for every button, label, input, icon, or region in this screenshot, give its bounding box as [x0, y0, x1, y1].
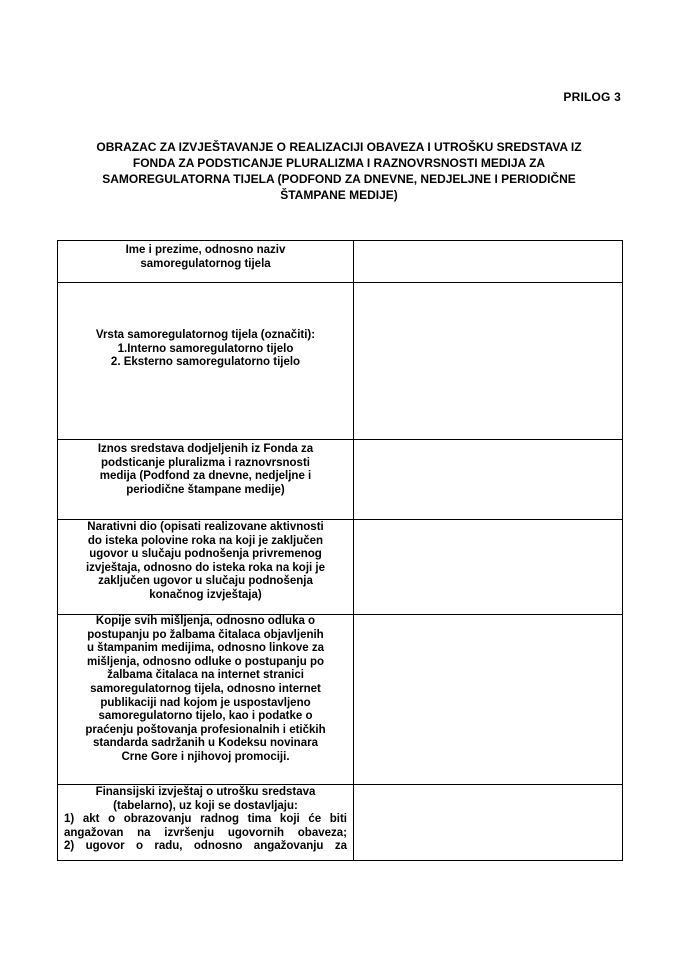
label-line: izvještaja, odnosno do isteka roka na koji je	[85, 561, 326, 574]
option-internal: 1.Interno samoregulatorno tijelo	[117, 342, 294, 355]
label-line: samoregulatornog tijela, odnosno internet	[90, 682, 321, 695]
field-label-complaints	[58, 615, 354, 785]
title-line: SAMOREGULATORNA TIJELA (PODFOND ZA DNEVNE, NEDJELJNE I PERIODIČNE	[102, 172, 576, 186]
label-line: angažovan na izvršenju ugovornih obaveza;	[64, 826, 347, 839]
label-line: periodične štampane medije)	[126, 483, 285, 496]
title-line: FONDA ZA PODSTICANJE PLURALIZMA I RAZNOVRSNOSTI MEDIJA ZA	[132, 156, 546, 170]
label-line: Crne Gore i njihovoj promociji.	[121, 750, 290, 763]
field-value-name[interactable]	[354, 241, 623, 283]
label-line: Finansijski izvještaj o utrošku sredstava	[95, 786, 316, 798]
title-line: OBRAZAC ZA IZVJEŠTAVANJE O REALIZACIJI OBAVEZA I UTROŠKU SREDSTAVA IZ	[96, 140, 582, 154]
field-label-narrative	[58, 520, 354, 615]
label-line: Narativni dio (opisati realizovane aktivnosti	[87, 521, 324, 533]
label-line: konačnog izvještaja)	[149, 588, 262, 601]
label-line: samoregulatornog tijela	[140, 257, 271, 270]
document-title	[58, 139, 620, 203]
table-row	[58, 283, 623, 440]
label-line: praćenju poštovanja profesionalnih i etičkih	[85, 723, 326, 736]
label-line: Iznos sredstava dodjeljenih iz Fonda za	[97, 443, 314, 455]
label-line: Kopije svih mišljenja, odnosno odluka o	[95, 615, 316, 627]
label-line: publikaciji nad kojom je uspostavljeno	[100, 696, 311, 709]
label-line: 2) ugovor o radu, odnosno angažovanju za	[64, 840, 347, 853]
label-line: podsticanje pluralizma i raznovrsnosti	[101, 456, 310, 469]
option-external: 2. Eksterno samoregulatorno tijelo	[110, 356, 301, 369]
label-line: 1) akt o obrazovanju radnog tima koji će biti	[64, 813, 347, 826]
label-line: žalbama čitalaca na internet stranici	[107, 669, 304, 682]
field-label-name	[58, 241, 354, 283]
field-label-body-type	[58, 283, 354, 440]
label-line: Ime i prezime, odnosno naziv	[125, 244, 286, 256]
report-form-table	[57, 240, 623, 861]
label-line: Vrsta samoregulatornog tijela (označiti):	[95, 329, 316, 342]
label-line: samoregulatorno tijelo, kao i podatke o	[98, 710, 313, 723]
table-row	[58, 241, 623, 283]
table-row	[58, 440, 623, 520]
table-row	[58, 615, 623, 785]
field-value-amount[interactable]	[354, 440, 623, 520]
label-line: u štampanim medijima, odnosno linkove za	[86, 642, 325, 655]
title-line: ŠTAMPANE MEDIJE)	[280, 188, 398, 202]
label-line: standarda sadržanih u Kodeksu novinara	[93, 737, 318, 750]
label-line: do isteka polovine roka na koji je zaključen	[87, 534, 324, 547]
field-value-narrative[interactable]	[354, 520, 623, 615]
label-line: (tabelarno), uz koji se dostavljaju:	[113, 799, 298, 812]
table-row	[58, 785, 623, 861]
label-line: medija (Podfond za dnevne, nedjeljne i	[99, 470, 312, 483]
field-label-amount	[58, 440, 354, 520]
label-line: postupanju po žalbama čitalaca objavljenih	[87, 628, 324, 641]
field-value-body-type[interactable]	[354, 283, 623, 440]
table-row	[58, 520, 623, 615]
label-line: zaključen ugovor u slučaju podnošenja	[98, 575, 313, 588]
attachment-label: PRILOG 3	[563, 90, 621, 104]
label-line: ugovor u slučaju podnošenja privremenog	[89, 548, 322, 561]
field-value-complaints[interactable]	[354, 615, 623, 785]
field-value-financial[interactable]	[354, 785, 623, 861]
label-line: mišljenja, odnosno odluke o postupanju po	[86, 655, 325, 668]
field-label-financial	[58, 785, 354, 861]
